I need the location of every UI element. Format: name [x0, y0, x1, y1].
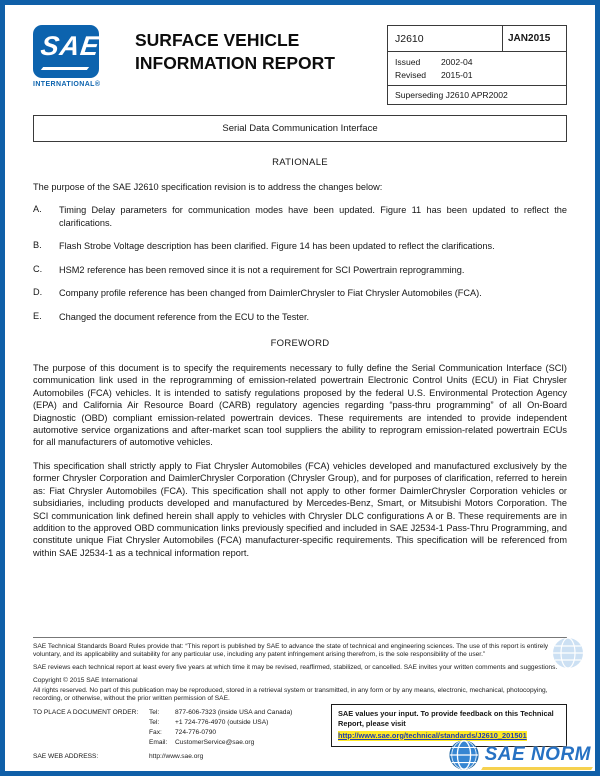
- footer-order-area: [33, 708, 567, 766]
- page-content: [5, 5, 595, 559]
- rationale-item-d: [33, 287, 567, 299]
- item-letter: E.: [33, 310, 42, 321]
- contact-value: 724-776-0790: [175, 728, 217, 736]
- footer-review-text: SAE reviews each technical report at least every five years at which time it may be revised, reaffirmed, stabilized, or cancelled. SAE invites your written comments and suggestions.: [33, 664, 558, 672]
- doc-number-row: [388, 26, 566, 52]
- rationale-heading: RATIONALE: [272, 157, 328, 168]
- report-title-line2: INFORMATION REPORT: [135, 52, 335, 73]
- rationale-item-c: [33, 264, 567, 276]
- report-title-line1: SURFACE VEHICLE: [135, 30, 300, 50]
- item-letter: A.: [33, 204, 42, 215]
- revised-label: Revised: [395, 70, 427, 80]
- title-block: [125, 25, 387, 75]
- customer-service-email-link[interactable]: CustomerService@sae.org: [175, 738, 255, 746]
- rationale-item-e: [33, 311, 567, 323]
- sae-logo-swoosh: [41, 67, 89, 70]
- item-text: Changed the document reference from the ECU to the Tester.: [59, 311, 310, 322]
- feedback-text: SAE values your input. To provide feedback on this Technical Report, please visit: [338, 709, 554, 729]
- doc-date: JAN2015: [502, 26, 566, 51]
- revised-value: 2015-01: [441, 70, 473, 80]
- feedback-url-link[interactable]: http://www.sae.org/technical/standards/J2610_201501: [338, 730, 527, 740]
- contact-row-email: [149, 738, 292, 748]
- rationale-item-a: [33, 204, 567, 229]
- sae-international-label: INTERNATIONAL®: [33, 81, 101, 88]
- item-text: HSM2 reference has been removed since it is not a requirement for SCI Powertrain reprogramming.: [59, 264, 465, 275]
- contact-row-tel-us: [149, 708, 292, 718]
- issued-revised-row: [388, 52, 566, 86]
- document-header: [33, 25, 567, 105]
- contact-value: +1 724-776-4970 (outside USA): [175, 718, 269, 726]
- item-text: Company profile reference has been changed from DaimlerChrysler to Fiat Chrysler Automobiles (FCA).: [59, 288, 482, 299]
- item-letter: B.: [33, 240, 42, 251]
- item-text: Flash Strobe Voltage description has been clarified. Figure 14 has been updated to reflect the clarifications.: [59, 241, 495, 252]
- page-footer: [33, 637, 567, 766]
- report-title: [135, 29, 387, 75]
- foreword-paragraph-1: The purpose of this document is to specify the requirements necessary to fully define the Serial Communication Interface (SCI) communication link used in the reprogramming of emission-related powertrain Electronic Control Units (ECU) in Fiat Chrysler Automobiles (FCA) vehicles. It is intended to satisfy regulations proposed by the federal U.S. Environmental Protection Agency (EPA) and California Air Resource Board (CARB) regulatory agencies regarding “pass-thru programming” of all On-Board Diagnostic (OBD) compliant emission-related powertrain devices. These requirements are intended to provide independent automotive service organizations and after-market scan tool suppliers the ability to reprogram emission-related powertrain ECUs for all manufacturers of automotive vehicles.: [33, 362, 567, 448]
- issued-value: 2002-04: [441, 57, 473, 67]
- document-subtitle: Serial Data Communication Interface: [33, 115, 567, 142]
- sae-logo-text: SAE: [38, 31, 102, 61]
- contact-row-tel-intl: [149, 718, 292, 728]
- web-address-row: [33, 753, 567, 760]
- footer-copyright: Copyright © 2015 SAE International: [33, 676, 138, 684]
- superseding-row: Superseding J2610 APR2002: [395, 90, 508, 100]
- watermark-text: SAE NORM: [484, 744, 591, 765]
- contact-label: Fax:: [149, 728, 162, 736]
- contact-label: Tel:: [149, 709, 160, 716]
- sae-logo-block: [33, 25, 125, 88]
- web-address-label: SAE WEB ADDRESS:: [33, 752, 99, 760]
- footer-divider: [33, 637, 567, 638]
- doc-number: J2610: [395, 33, 424, 45]
- sae-logo-icon: [33, 25, 102, 78]
- watermark-swoosh: [481, 767, 593, 770]
- document-info-table: [387, 25, 567, 105]
- footer-rules-text: SAE Technical Standards Board Rules provide that: “This report is published by SAE to advance the state of technical and engineering sciences. The use of this report is entirely voluntary, and its applicability and suitability for any particular use, including any patent infringement arising therefrom, is the sole responsibility of the user.”: [33, 642, 549, 659]
- rationale-intro: The purpose of the SAE J2610 specification revision is to address the changes below:: [33, 182, 383, 192]
- item-letter: D.: [33, 287, 43, 298]
- contact-label: Email:: [149, 738, 168, 746]
- contact-block: [149, 708, 292, 748]
- contact-row-fax: [149, 728, 292, 738]
- rationale-item-b: [33, 240, 567, 252]
- feedback-box: [331, 704, 567, 747]
- item-letter: C.: [33, 263, 43, 274]
- contact-value: 877-606-7323 (inside USA and Canada): [175, 709, 293, 716]
- item-text: Timing Delay parameters for communication modes have been updated. Figure 11 has been updated to reflect the clarifications.: [59, 205, 567, 228]
- contact-label: Tel:: [149, 718, 160, 726]
- foreword-heading: FOREWORD: [270, 337, 330, 349]
- issued-label: Issued: [395, 57, 421, 67]
- sae-website-link[interactable]: http://www.sae.org: [149, 752, 204, 760]
- footer-reproduction-text: All rights reserved. No part of this publication may be reproduced, stored in a retrieval system or transmitted, in any form or by any means, electronic, mechanical, photocopying, recording, or otherwise, without the prior written permission of SAE.: [33, 686, 548, 703]
- foreword-paragraph-2: This specification shall strictly apply to Fiat Chrysler Automobiles (FCA) vehicles developed and manufactured exclusively by the former Chrysler Corporation and DaimlerChrysler Corporation (Chrysler Group), and for purposes of clarification, referred to herein as: Fiat Chrysler Automobiles (FCA). This specification shall not apply to other former DaimlerChrysler Corporation vehicles or subsidiaries, including products developed and manufactured by Mercedes-Benz, Smart, or Mitsubishi Motors Corporation. The SCI communication link defined herein shall apply to vehicles with Chrysler DLC configurations A or B. These requirements are in addition to the approved OBD communication links previously specified and included in SAE J2534-1 Pass-Thru Programming, and constitute unique Fiat Chrysler Automobiles (FCA) manufacturer-specific requirements. This specification will be referenced from within SAE J2534-1 as a technical information report.: [33, 460, 567, 558]
- order-label: TO PLACE A DOCUMENT ORDER:: [33, 709, 139, 716]
